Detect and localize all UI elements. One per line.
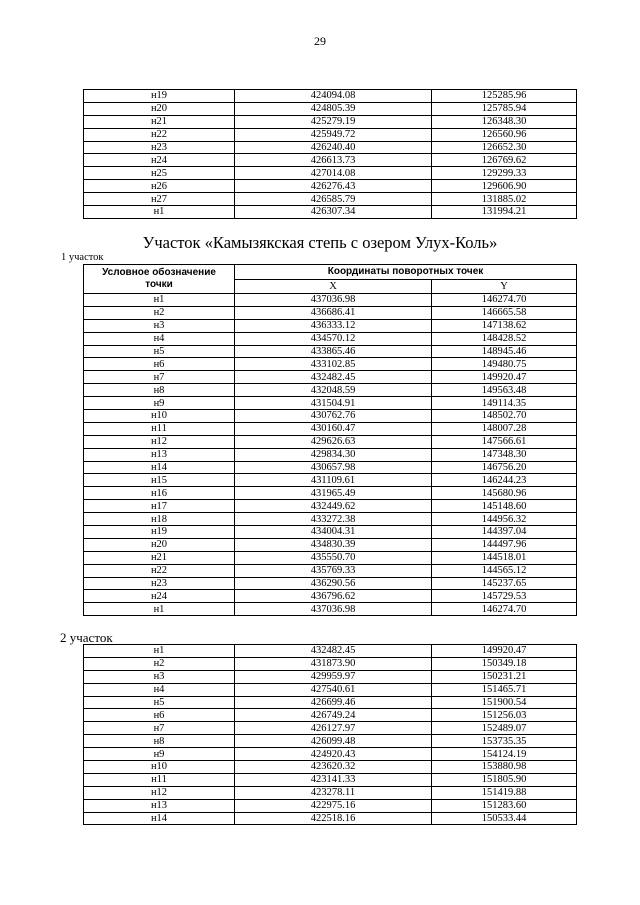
x-coordinate-cell: 432482.45 bbox=[235, 645, 432, 658]
point-column-header: Условное обозначение точки bbox=[84, 265, 235, 294]
table-row bbox=[84, 319, 577, 332]
table-body bbox=[84, 294, 577, 616]
x-coordinate-cell: 426276.43 bbox=[235, 180, 432, 193]
table-row bbox=[84, 735, 577, 748]
y-coordinate-cell: 146665.58 bbox=[432, 306, 577, 319]
table-row bbox=[84, 371, 577, 384]
point-id-cell: н19 bbox=[84, 526, 235, 539]
x-coordinate-cell: 431504.91 bbox=[235, 397, 432, 410]
table-row bbox=[84, 761, 577, 774]
x-coordinate-cell: 426749.24 bbox=[235, 709, 432, 722]
y-coordinate-cell: 148502.70 bbox=[432, 410, 577, 423]
point-id-cell: н8 bbox=[84, 735, 235, 748]
point-id-cell: н5 bbox=[84, 696, 235, 709]
y-coordinate-cell: 146756.20 bbox=[432, 461, 577, 474]
coordinates-column-header: Координаты поворотных точек bbox=[235, 265, 577, 280]
point-id-cell: н22 bbox=[84, 564, 235, 577]
coordinates-table-part-1 bbox=[83, 264, 577, 616]
y-coordinate-cell: 129606.90 bbox=[432, 180, 577, 193]
point-id-cell: н19 bbox=[84, 90, 235, 103]
point-id-cell: н16 bbox=[84, 487, 235, 500]
table-row bbox=[84, 513, 577, 526]
y-coordinate-cell: 149920.47 bbox=[432, 645, 577, 658]
table-row bbox=[84, 435, 577, 448]
table-row bbox=[84, 345, 577, 358]
point-id-cell: н12 bbox=[84, 786, 235, 799]
table-row bbox=[84, 500, 577, 513]
point-id-cell: н4 bbox=[84, 683, 235, 696]
table-row bbox=[84, 564, 577, 577]
x-coordinate-cell: 431965.49 bbox=[235, 487, 432, 500]
x-coordinate-cell: 432048.59 bbox=[235, 384, 432, 397]
x-coordinate-cell: 436796.62 bbox=[235, 590, 432, 603]
table-row bbox=[84, 683, 577, 696]
point-id-cell: н15 bbox=[84, 474, 235, 487]
point-id-cell: н9 bbox=[84, 397, 235, 410]
y-coordinate-cell: 129299.33 bbox=[432, 167, 577, 180]
table-row bbox=[84, 397, 577, 410]
table-row bbox=[84, 384, 577, 397]
table-header bbox=[84, 265, 577, 294]
y-coordinate-cell: 146274.70 bbox=[432, 603, 577, 616]
x-coordinate-cell: 430657.98 bbox=[235, 461, 432, 474]
y-coordinate-cell: 126560.96 bbox=[432, 128, 577, 141]
y-coordinate-cell: 148945.46 bbox=[432, 345, 577, 358]
table-row bbox=[84, 670, 577, 683]
point-id-cell: н2 bbox=[84, 657, 235, 670]
point-id-cell: н21 bbox=[84, 551, 235, 564]
x-coordinate-cell: 425279.19 bbox=[235, 115, 432, 128]
x-coordinate-cell: 424094.08 bbox=[235, 90, 432, 103]
x-coordinate-cell: 433102.85 bbox=[235, 358, 432, 371]
y-coordinate-cell: 125285.96 bbox=[432, 90, 577, 103]
table-row bbox=[84, 193, 577, 206]
point-id-cell: н25 bbox=[84, 167, 235, 180]
x-coordinate-cell: 427540.61 bbox=[235, 683, 432, 696]
x-coordinate-cell: 423620.32 bbox=[235, 761, 432, 774]
table-row bbox=[84, 332, 577, 345]
table-row bbox=[84, 102, 577, 115]
x-coordinate-cell: 426699.46 bbox=[235, 696, 432, 709]
y-coordinate-cell: 147348.30 bbox=[432, 448, 577, 461]
y-coordinate-cell: 151465.71 bbox=[432, 683, 577, 696]
point-id-cell: н27 bbox=[84, 193, 235, 206]
x-coordinate-cell: 422518.16 bbox=[235, 812, 432, 825]
coordinates-table-part-2 bbox=[83, 644, 577, 825]
x-coordinate-cell: 424920.43 bbox=[235, 748, 432, 761]
x-coordinate-cell: 424805.39 bbox=[235, 102, 432, 115]
x-coordinate-cell: 432449.62 bbox=[235, 500, 432, 513]
table-row bbox=[84, 167, 577, 180]
x-coordinate-cell: 430160.47 bbox=[235, 422, 432, 435]
y-coordinate-cell: 131994.21 bbox=[432, 206, 577, 219]
point-id-cell: н3 bbox=[84, 670, 235, 683]
table-row bbox=[84, 141, 577, 154]
part-2-label: 2 участок bbox=[60, 630, 113, 645]
point-id-cell: н11 bbox=[84, 773, 235, 786]
point-id-cell: н17 bbox=[84, 500, 235, 513]
point-id-cell: н26 bbox=[84, 180, 235, 193]
y-coordinate-cell: 152489.07 bbox=[432, 722, 577, 735]
x-coordinate-cell: 431873.90 bbox=[235, 657, 432, 670]
y-coordinate-cell: 151419.88 bbox=[432, 786, 577, 799]
table-row bbox=[84, 538, 577, 551]
table-row bbox=[84, 645, 577, 658]
table-row bbox=[84, 115, 577, 128]
y-coordinate-cell: 125785.94 bbox=[432, 102, 577, 115]
section-title: Участок «Камызякская степь с озером Улух-Коль» bbox=[142, 233, 498, 252]
point-id-cell: н5 bbox=[84, 345, 235, 358]
y-coordinate-cell: 149563.48 bbox=[432, 384, 577, 397]
x-coordinate-cell: 437036.98 bbox=[235, 294, 432, 307]
point-id-cell: н6 bbox=[84, 709, 235, 722]
x-coordinate-cell: 423141.33 bbox=[235, 773, 432, 786]
y-coordinate-cell: 144565.12 bbox=[432, 564, 577, 577]
point-id-cell: н24 bbox=[84, 590, 235, 603]
point-id-cell: н12 bbox=[84, 435, 235, 448]
table-row bbox=[84, 128, 577, 141]
x-coordinate-cell: 426613.73 bbox=[235, 154, 432, 167]
x-coordinate-cell: 426307.34 bbox=[235, 206, 432, 219]
coordinates-table-continued bbox=[83, 89, 577, 219]
point-id-cell: н8 bbox=[84, 384, 235, 397]
page-number: 29 bbox=[314, 34, 326, 48]
point-id-cell: н13 bbox=[84, 448, 235, 461]
table-row bbox=[84, 422, 577, 435]
y-coordinate-cell: 151283.60 bbox=[432, 799, 577, 812]
point-id-cell: н11 bbox=[84, 422, 235, 435]
table-row bbox=[84, 709, 577, 722]
table-row bbox=[84, 722, 577, 735]
table-row bbox=[84, 799, 577, 812]
x-coordinate-cell: 435769.33 bbox=[235, 564, 432, 577]
point-id-cell: н2 bbox=[84, 306, 235, 319]
point-id-cell: н7 bbox=[84, 722, 235, 735]
point-id-cell: н20 bbox=[84, 102, 235, 115]
x-coordinate-cell: 429834.30 bbox=[235, 448, 432, 461]
table-body bbox=[84, 90, 577, 219]
x-coordinate-cell: 422975.16 bbox=[235, 799, 432, 812]
point-id-cell: н3 bbox=[84, 319, 235, 332]
y-coordinate-cell: 145237.65 bbox=[432, 577, 577, 590]
point-id-cell: н10 bbox=[84, 410, 235, 423]
y-coordinate-cell: 151900.54 bbox=[432, 696, 577, 709]
table-row bbox=[84, 812, 577, 825]
table-row bbox=[84, 410, 577, 423]
x-coordinate-cell: 437036.98 bbox=[235, 603, 432, 616]
y-coordinate-cell: 151256.03 bbox=[432, 709, 577, 722]
point-id-cell: н9 bbox=[84, 748, 235, 761]
y-coordinate-cell: 149920.47 bbox=[432, 371, 577, 384]
y-coordinate-cell: 145680.96 bbox=[432, 487, 577, 500]
x-coordinate-cell: 425949.72 bbox=[235, 128, 432, 141]
x-coordinate-cell: 431109.61 bbox=[235, 474, 432, 487]
x-coordinate-cell: 429959.97 bbox=[235, 670, 432, 683]
point-id-cell: н14 bbox=[84, 461, 235, 474]
point-id-cell: н18 bbox=[84, 513, 235, 526]
x-coordinate-cell: 429626.63 bbox=[235, 435, 432, 448]
x-coordinate-cell: 436686.41 bbox=[235, 306, 432, 319]
y-coordinate-cell: 146274.70 bbox=[432, 294, 577, 307]
point-id-cell: н24 bbox=[84, 154, 235, 167]
x-coordinate-cell: 436333.12 bbox=[235, 319, 432, 332]
table-row bbox=[84, 180, 577, 193]
table-row bbox=[84, 90, 577, 103]
point-id-cell: н10 bbox=[84, 761, 235, 774]
x-coordinate-cell: 426127.97 bbox=[235, 722, 432, 735]
y-coordinate-cell: 126652.30 bbox=[432, 141, 577, 154]
point-id-cell: н23 bbox=[84, 141, 235, 154]
x-coordinate-cell: 434570.12 bbox=[235, 332, 432, 345]
point-id-cell: н21 bbox=[84, 115, 235, 128]
y-coordinate-cell: 150349.18 bbox=[432, 657, 577, 670]
y-coordinate-cell: 150231.21 bbox=[432, 670, 577, 683]
x-coordinate-cell: 433272.38 bbox=[235, 513, 432, 526]
y-coordinate-cell: 147566.61 bbox=[432, 435, 577, 448]
table-row bbox=[84, 603, 577, 616]
table-row bbox=[84, 657, 577, 670]
point-id-cell: н1 bbox=[84, 603, 235, 616]
table-row bbox=[84, 474, 577, 487]
x-coordinate-cell: 432482.45 bbox=[235, 371, 432, 384]
table-row bbox=[84, 448, 577, 461]
table-row bbox=[84, 748, 577, 761]
point-id-cell: н1 bbox=[84, 206, 235, 219]
table-row bbox=[84, 786, 577, 799]
x-coordinate-cell: 423278.11 bbox=[235, 786, 432, 799]
y-coordinate-cell: 144497.96 bbox=[432, 538, 577, 551]
y-coordinate-cell: 148007.28 bbox=[432, 422, 577, 435]
x-coordinate-cell: 436290.56 bbox=[235, 577, 432, 590]
y-coordinate-cell: 154124.19 bbox=[432, 748, 577, 761]
y-coordinate-cell: 153880.98 bbox=[432, 761, 577, 774]
part-1-label: 1 участок bbox=[61, 252, 104, 263]
y-coordinate-cell: 151805.90 bbox=[432, 773, 577, 786]
y-coordinate-cell: 145148.60 bbox=[432, 500, 577, 513]
y-coordinate-cell: 145729.53 bbox=[432, 590, 577, 603]
y-coordinate-cell: 153735.35 bbox=[432, 735, 577, 748]
y-coordinate-cell: 148428.52 bbox=[432, 332, 577, 345]
table-row bbox=[84, 773, 577, 786]
x-coordinate-cell: 426099.48 bbox=[235, 735, 432, 748]
point-id-cell: н20 bbox=[84, 538, 235, 551]
x-coordinate-cell: 434830.39 bbox=[235, 538, 432, 551]
x-coordinate-cell: 427014.08 bbox=[235, 167, 432, 180]
x-coordinate-cell: 430762.76 bbox=[235, 410, 432, 423]
y-coordinate-cell: 150533.44 bbox=[432, 812, 577, 825]
x-column-header: X bbox=[235, 280, 432, 294]
table-row bbox=[84, 577, 577, 590]
x-coordinate-cell: 426240.40 bbox=[235, 141, 432, 154]
table-body bbox=[84, 645, 577, 825]
point-id-cell: н1 bbox=[84, 645, 235, 658]
y-coordinate-cell: 126348.30 bbox=[432, 115, 577, 128]
table-row bbox=[84, 358, 577, 371]
y-coordinate-cell: 146244.23 bbox=[432, 474, 577, 487]
point-id-cell: н14 bbox=[84, 812, 235, 825]
table-row bbox=[84, 306, 577, 319]
y-coordinate-cell: 149480.75 bbox=[432, 358, 577, 371]
table-row bbox=[84, 206, 577, 219]
point-id-cell: н6 bbox=[84, 358, 235, 371]
point-id-cell: н7 bbox=[84, 371, 235, 384]
table-row bbox=[84, 487, 577, 500]
y-coordinate-cell: 131885.02 bbox=[432, 193, 577, 206]
y-coordinate-cell: 144956.32 bbox=[432, 513, 577, 526]
table-row bbox=[84, 551, 577, 564]
point-id-cell: н4 bbox=[84, 332, 235, 345]
y-coordinate-cell: 144397.04 bbox=[432, 526, 577, 539]
table-row bbox=[84, 696, 577, 709]
y-coordinate-cell: 126769.62 bbox=[432, 154, 577, 167]
table-row bbox=[84, 154, 577, 167]
x-coordinate-cell: 435550.70 bbox=[235, 551, 432, 564]
table-row bbox=[84, 294, 577, 307]
table-row bbox=[84, 590, 577, 603]
point-id-cell: н22 bbox=[84, 128, 235, 141]
x-coordinate-cell: 426585.79 bbox=[235, 193, 432, 206]
y-coordinate-cell: 149114.35 bbox=[432, 397, 577, 410]
point-id-cell: н23 bbox=[84, 577, 235, 590]
x-coordinate-cell: 434004.31 bbox=[235, 526, 432, 539]
y-coordinate-cell: 144518.01 bbox=[432, 551, 577, 564]
y-coordinate-cell: 147138.62 bbox=[432, 319, 577, 332]
point-id-cell: н1 bbox=[84, 294, 235, 307]
x-coordinate-cell: 433865.46 bbox=[235, 345, 432, 358]
point-id-cell: н13 bbox=[84, 799, 235, 812]
y-column-header: Y bbox=[432, 280, 577, 294]
table-row bbox=[84, 461, 577, 474]
table-row bbox=[84, 526, 577, 539]
